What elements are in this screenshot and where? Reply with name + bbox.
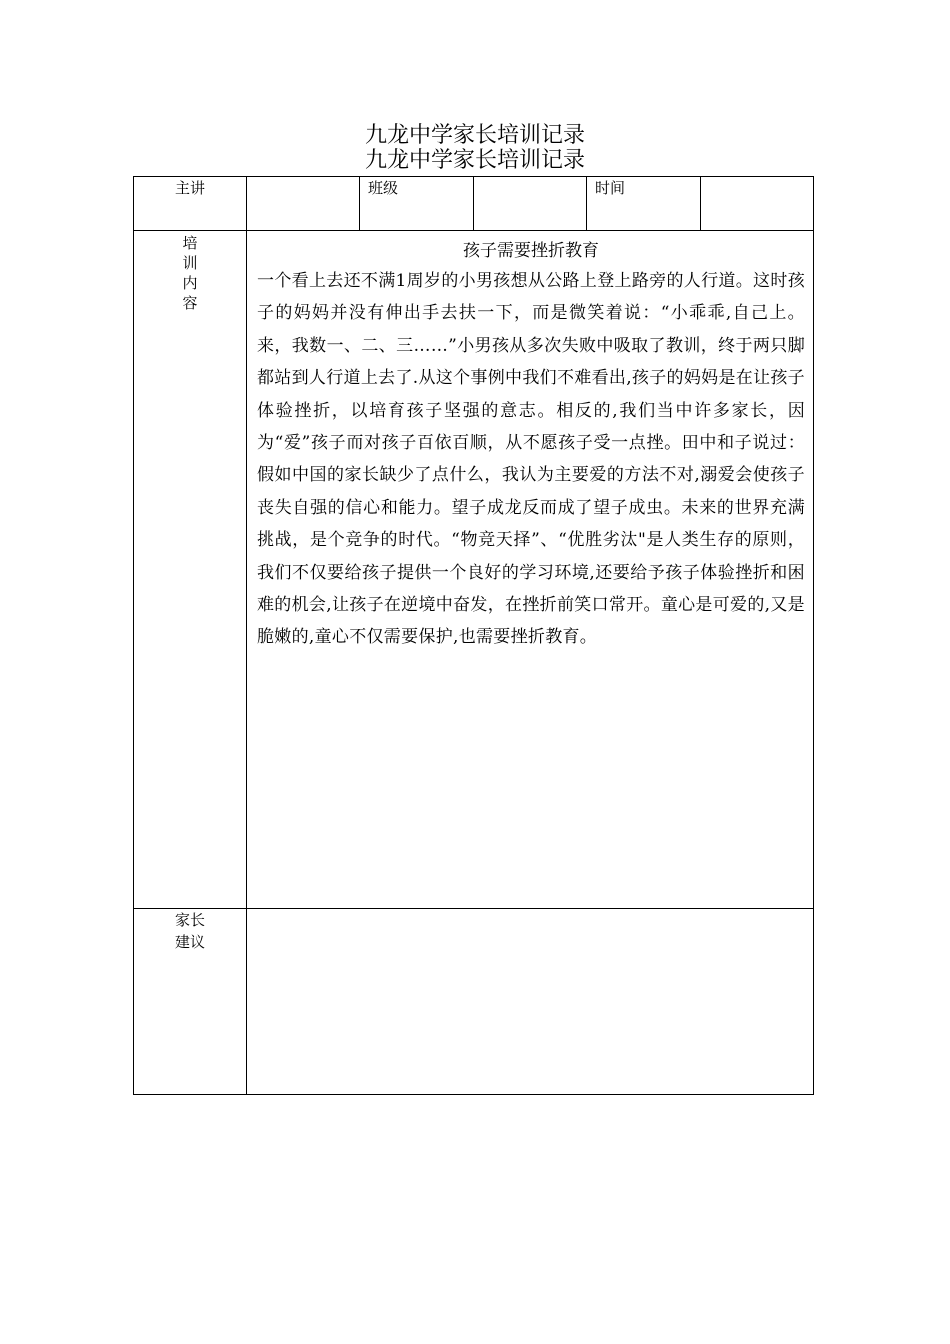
- training-content-cell: [247, 231, 814, 909]
- header-row: [134, 177, 814, 231]
- time-value[interactable]: [701, 177, 814, 231]
- suggestion-label-line: 建议: [174, 933, 205, 951]
- document-title: 九龙中学家长培训记录: [364, 123, 585, 148]
- training-label-char: 容: [182, 294, 198, 312]
- suggestion-label-line: 家长: [174, 911, 205, 929]
- parent-suggestion-value[interactable]: [247, 909, 814, 1095]
- training-label-char: 培: [182, 234, 198, 252]
- training-label-char: 内: [182, 274, 198, 292]
- training-record-table: [133, 176, 814, 1095]
- document-title-repeat: 九龙中学家长培训记录: [364, 148, 585, 173]
- article-title: 孩子需要挫折教育: [463, 241, 599, 261]
- speaker-label: 主讲: [134, 177, 247, 231]
- suggestion-row: [134, 909, 814, 1095]
- training-content-row: [134, 231, 814, 909]
- speaker-value[interactable]: [247, 177, 360, 231]
- training-label-char: 训: [182, 254, 198, 272]
- parent-suggestion-label: [134, 909, 247, 1095]
- class-value[interactable]: [474, 177, 587, 231]
- training-content-label: [134, 231, 247, 909]
- class-label: 班级: [360, 177, 474, 231]
- article-body: 一个看上去还不满1周岁的小男孩想从公路上登上路旁的人行道。这时孩子的妈妈并没有伸出手去扶一下，而是微笑着说：“小乖乖,自己上。来，我数一、二、三……”小男孩从多次失败中吸取了教训，终于两只脚都站到人行道上去了.从这个事例中我们不难看出,孩子的妈妈是在让孩子体验挫折，以培育孩子坚强的意志。相反的,我们当中许多家长，因为“爱”孩子而对孩子百依百顺，从不愿孩子受一点挫。田中和子说过：假如中国的家长缺少了点什么，我认为主要爱的方法不对,溺爱会使孩子丧失自强的信心和能力。望子成龙反而成了望子成虫。未来的世界充满挑战，是个竞争的时代。“物竞天择”、“优胜劣汰"是人类生存的原则，我们不仅要给孩子提供一个良好的学习环境,还要给予孩子体验挫折和困难的机会,让孩子在逆境中奋发，在挫折前笑口常开。童心是可爱的,又是脆嫩的,童心不仅需要保护,也需要挫折教育。: [257, 271, 805, 648]
- time-label: 时间: [587, 177, 701, 231]
